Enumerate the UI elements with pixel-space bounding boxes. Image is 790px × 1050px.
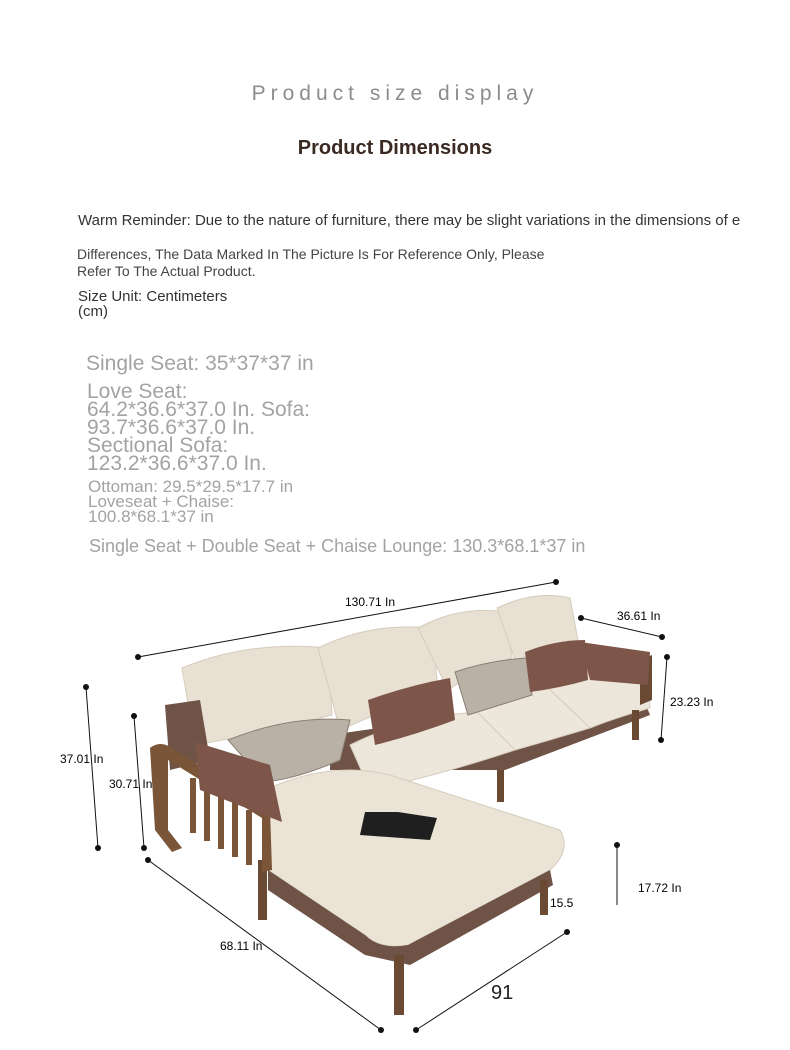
spec-single-seat: Single Seat: 35*37*37 in [86,352,314,375]
spec-loveseat-chaise-line-1: Loveseat + Chaise: [88,492,235,511]
total-height-label: 37.01 In [60,752,104,766]
chaise-leg-right [540,880,548,915]
reference-note-line-1: Differences, The Data Marked In The Picture Is For Reference Only, Please [77,246,545,262]
spec-loveseat-chaise-line-2: 100.8*68.1*37 in [88,507,214,526]
seat-height-label: 17.72 In [638,881,682,895]
arm-height-label: 30.71 In [109,777,153,791]
back-height-line [661,657,667,740]
leg-height-label: 15.5 [550,896,574,910]
size-unit-line-2: (cm) [78,303,108,320]
spec-love-seat-line-1: Love Seat: [87,380,188,403]
sofa-leg-1 [497,770,504,802]
sofa-dimension-diagram [0,560,790,1050]
chaise-width-label: 91 [491,982,514,1004]
size-unit-line-1: Size Unit: Centimeters [78,288,228,305]
size-unit-note [78,289,227,319]
spec-sectional-line-1: Sectional Sofa: [87,434,229,457]
chaise-leg-front [394,955,404,1015]
spec-sectional-line-2: 123.2*36.6*37.0 In. [87,452,267,475]
width-label: 130.71 In [345,595,396,609]
spec-ottoman: Ottoman: 29.5*29.5*17.7 in [88,477,294,496]
total-height-line [86,687,98,848]
spec-ottoman-loveseat [88,479,293,524]
section-subtitle: Product size display [251,82,539,105]
sofa-leg-2 [632,710,639,740]
back-height-label: 23.23 In [670,695,714,709]
spec-combo: Single Seat + Double Seat + Chaise Lounge: 130.3*68.1*37 in [89,536,586,556]
warm-reminder-text: Warm Reminder: Due to the nature of furniture, there may be slight variations in the dimensions of e [78,212,741,229]
page-title: Product Dimensions [297,137,493,159]
chaise-cushion [265,770,564,946]
depth-label: 36.61 In [617,609,661,623]
spec-love-seat-sectional [87,380,311,475]
pillow-brown-far [580,642,650,685]
chaise-length-label: 68.11 In [220,939,263,953]
reference-note-line-2: Refer To The Actual Product. [77,263,256,279]
reference-note [77,246,544,280]
spec-love-seat-line-3: 93.7*36.6*37.0 In. [87,416,256,439]
spec-love-seat-line-2: 64.2*36.6*37.0 In. Sofa: [87,398,311,421]
